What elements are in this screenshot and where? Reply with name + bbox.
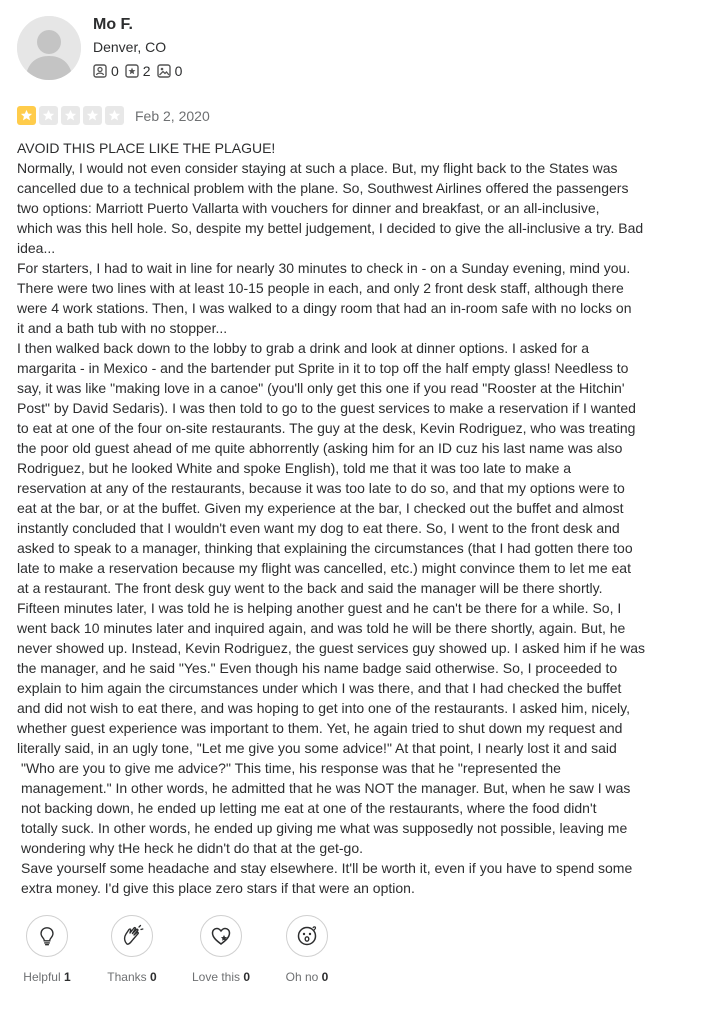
thanks-button[interactable] <box>111 915 153 957</box>
love-this-button[interactable] <box>200 915 242 957</box>
thanks-reaction[interactable] <box>87 915 177 985</box>
friends-stat <box>93 63 119 79</box>
thanks-count: 0 <box>150 970 157 984</box>
review-line: management." In other words, he admitted that he was NOT the manager. But, when he saw I was <box>21 780 631 796</box>
review-line: wondering why tHe heck he didn't do that at the get-go. <box>21 840 364 856</box>
review-line: AVOID THIS PLACE LIKE THE PLAGUE! <box>17 140 276 156</box>
photos-stat <box>157 63 183 79</box>
lightbulb-icon <box>36 925 58 947</box>
review-line: which was this hell hole. So, despite my bettel judgement, I decided to give the all-inclusive a try. Bad <box>17 220 644 236</box>
review-line: instantly concluded that I wouldn't even want my dog to eat there. So, I went to the front desk and <box>17 520 620 536</box>
helpful-label: Helpful 1 <box>23 970 71 984</box>
user-location: Denver, CO <box>93 39 167 55</box>
oh-no-button[interactable] <box>286 915 328 957</box>
default-avatar-icon <box>17 16 81 80</box>
review-line: not backing down, he ended up letting me eat at one of the restaurants, where the food didn't <box>21 800 597 816</box>
review-line: the poor old guest ahead of me quite abhorrently (asking him for an ID cuz his last name was also <box>17 440 623 456</box>
review-line: For starters, I had to wait in line for nearly 30 minutes to check in - on a Sunday evening, mind you. <box>17 260 631 276</box>
photos-count: 0 <box>174 63 183 79</box>
review-line: were 4 work stations. Then, I was walked to a dingy room that had an in-room safe with no locks on <box>17 300 632 316</box>
review-line: say, it was like "making love in a canoe" (you'll only get this one if you read "Rooster at the Hitchin' <box>17 380 625 396</box>
review-line: cancelled due to a technical problem with the plane. So, Southwest Airlines offered the passengers <box>17 180 629 196</box>
user-name[interactable]: Mo F. <box>93 16 133 33</box>
rating-star-4 <box>83 106 102 125</box>
reviews-count: 2 <box>142 63 151 79</box>
star-icon <box>42 109 55 122</box>
review-line: "Who are you to give me advice?" This time, his response was that he "represented the <box>21 760 561 776</box>
oh-no-label: Oh no 0 <box>285 970 329 984</box>
user-stats <box>93 63 188 79</box>
review-line: asked to speak to a manager, thinking that explaining the circumstances (that I had gotten there too <box>17 540 633 556</box>
review-line: Fifteen minutes later, I was told he is helping another guest and he can't be there for a while. So, I <box>17 600 622 616</box>
love-this-count: 0 <box>243 970 251 984</box>
star-icon <box>108 109 121 122</box>
review-line: late to make a reservation because my flight was cancelled, etc.) might convince them to let me eat <box>17 560 631 576</box>
review-line: There were two lines with at least 10-15 people in each, and only 2 front desk staff, although there <box>17 280 624 296</box>
review-line: to eat at one of the four on-site restaurants. The guy at the desk, Kevin Rodriguez, who was treating <box>17 420 636 436</box>
review-line: the manager, and he said "Yes." Even though his name badge said otherwise. So, I proceeded to <box>17 660 618 676</box>
review-line: Post" by David Sedaris). I was then told to go to the guest services to make a reservation if I wanted <box>17 400 636 416</box>
love-this-reaction[interactable] <box>176 915 266 985</box>
review-line: extra money. I'd give this place zero stars if that were an option. <box>21 880 415 896</box>
review-text <box>17 138 697 898</box>
love-this-label: Love this 0 <box>191 970 251 984</box>
review-line: it and a bath tub with no stopper... <box>17 320 228 336</box>
review-line: I then walked back down to the lobby to grab a drink and look at dinner options. I asked for a <box>17 340 590 356</box>
reaction-bar <box>0 915 713 985</box>
review-line: idea... <box>17 240 56 256</box>
review-star-icon <box>125 64 139 78</box>
photo-icon <box>157 64 171 78</box>
star-rating <box>17 106 127 125</box>
review-line: never showed up. Instead, Kevin Rodriguez, the guest services guy showed up. I asked him if he was <box>17 640 646 656</box>
review-line: Normally, I would not even consider staying at such a place. But, my flight back to the States was <box>17 160 618 176</box>
friends-icon <box>93 64 107 78</box>
clapping-hands-icon <box>120 924 144 948</box>
review-line: Save yourself some headache and stay elsewhere. It'll be worth it, even if you have to spend some <box>21 860 633 876</box>
friends-count: 0 <box>111 63 119 79</box>
surprised-face-icon <box>295 924 319 948</box>
rating-star-2 <box>39 106 58 125</box>
review-line: at a restaurant. The front desk guy went to the back and said the manager will be there shortly. <box>17 580 603 596</box>
review-line: reservation at any of the restaurants, because it was too late to do so, and that my options were to <box>17 480 625 496</box>
review-line: and did not wish to eat there, and was hoping to get into one of the restaurants. I asked him, nicely, <box>17 700 631 716</box>
review-line: explain to him again the circumstances under which I was there, and that I had checked the buffet <box>17 680 622 696</box>
helpful-count: 1 <box>64 970 71 984</box>
oh-no-count: 0 <box>321 970 329 984</box>
heart-icon <box>209 924 233 948</box>
star-icon <box>86 109 99 122</box>
helpful-reaction[interactable] <box>2 915 92 985</box>
reviews-stat <box>125 63 151 79</box>
rating-star-1 <box>17 106 36 125</box>
review-line: two options: Marriott Puerto Vallarta with vouchers for dinner and breakfast, or an all-inclusive, <box>17 200 600 216</box>
review-line: eat at the bar, or at the buffet. Given my experience at the bar, I checked out the buffet and almost <box>17 500 624 516</box>
review-line: margarita - in Mexico - and the bartender put Sprite in it to top off the half empty glass! Needless to <box>17 360 629 376</box>
oh-no-reaction[interactable] <box>262 915 352 985</box>
star-icon <box>20 109 33 122</box>
rating-star-5 <box>105 106 124 125</box>
review-line: totally suck. In other words, he ended up giving me what was supposedly not possible, leaving me <box>21 820 628 836</box>
review-line: whether guest experience was important to them. Yet, he again tried to shut down my request and <box>17 720 623 736</box>
review-date: Feb 2, 2020 <box>135 107 210 124</box>
review-line: Rodriguez, but he looked White and spoke English), told me that it was too late to make a <box>17 460 572 476</box>
avatar[interactable] <box>17 16 81 80</box>
thanks-label: Thanks 0 <box>107 970 157 984</box>
rating-star-3 <box>61 106 80 125</box>
helpful-button[interactable] <box>26 915 68 957</box>
review-line: went back 10 minutes later and inquired again, and was told he will be there shortly, again. But, he <box>17 620 626 636</box>
rating-row <box>17 106 210 125</box>
review-line: literally said, in an ugly tone, "Let me give you some advice!" At that point, I nearly lost it and said <box>17 740 617 756</box>
star-icon <box>64 109 77 122</box>
